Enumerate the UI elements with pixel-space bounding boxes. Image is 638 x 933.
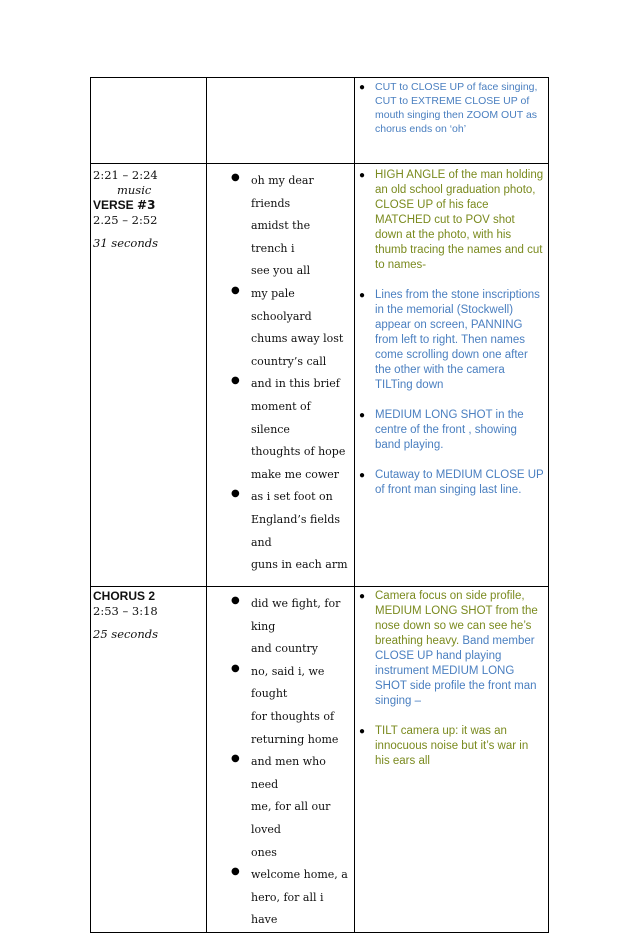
timing-cell [91,78,207,164]
lyric-item [207,593,354,661]
camera-direction-text: Camera focus on side profile, MEDIUM LONG SHOT from the nose down so we can see he’s breathing heavy. [375,590,538,647]
section-heading [93,198,206,213]
section-time: 2:53 – 3:18 [93,604,158,618]
section-time: 2.25 – 2:52 [93,213,158,227]
lyric-line: chums away lost [251,332,344,346]
lyric-line: me, for all our loved [251,800,331,836]
timing-cell [91,164,207,587]
camera-direction-text: Cutaway to MEDIUM CLOSE UP of front man singing last line. [375,469,544,496]
bullet-icon: ● [359,591,366,602]
lyric-line: England’s fields and [251,512,341,549]
lyric-line: make me cower [251,467,340,481]
bullet-icon: ● [359,290,366,301]
lyric-line: my pale schoolyard [251,286,312,323]
camera-direction-text: Lines from the stone inscriptions in the memorial (Stockwell) appear on screen, PANNING from left to right. Then names come scrolling down one after the other with the camera TILTing down [375,289,540,391]
music-time: 2:21 – 2:24 [93,168,158,182]
lyric-line: for thoughts of [251,709,335,723]
section-duration: 31 seconds [93,236,159,250]
bullet-icon: ● [231,595,240,606]
lyrics-cell [207,78,355,164]
bullet-icon: ● [231,488,240,500]
lyric-line: hero, for all i have [251,890,324,927]
bullet-icon: ● [359,470,366,481]
camera-cell [355,78,549,164]
bullet-icon: ● [231,172,240,183]
bullet-icon: ● [231,284,240,296]
lyric-line: country’s call [251,354,327,368]
bullet-icon: ● [231,866,240,878]
camera-direction-text: TILT camera up: it was an innocuous noise but it’s war in his ears all [375,725,529,767]
lyric-line: guns in each arm [251,558,348,572]
camera-direction-item [355,468,548,498]
shot-list-table [90,77,549,933]
lyric-item [207,864,354,932]
camera-direction-item [355,589,548,709]
lyric-line: as i set foot on [251,490,333,504]
camera-direction-item [355,408,548,453]
lyric-line: no, said i, we fought [251,664,325,701]
lyric-item [207,283,354,373]
lyric-line: returning home [251,732,339,746]
lyric-line: and men who need [251,755,326,791]
lyric-line: oh my dear friends [251,174,314,210]
lyric-item [207,751,354,864]
table-row [91,78,549,164]
music-label: music [117,183,152,197]
camera-cell [355,587,549,933]
bullet-icon: ● [231,662,240,674]
lyric-line: and country [251,642,319,656]
bullet-icon: ● [359,410,366,421]
lyric-item [207,170,354,283]
camera-direction-item [355,168,548,273]
lyrics-cell [207,164,355,587]
section-heading: CHORUS 2 [93,589,156,603]
lyric-line: amidst the trench i [251,219,311,255]
lyric-line: welcome home, a [251,868,348,882]
lyrics-cell [207,587,355,933]
lyric-item [207,486,354,576]
camera-direction-item [355,288,548,393]
section-heading-number: #3 [137,198,156,212]
section-duration: 25 seconds [93,627,159,641]
camera-direction-text: MEDIUM LONG SHOT in the centre of the front , showing band playing. [375,409,524,451]
bullet-icon: ● [359,726,366,737]
timing-cell [91,587,207,933]
lyric-line: moment of silence [251,399,311,436]
lyric-line: did we fight, for king [251,597,341,633]
bullet-icon: ● [359,82,366,93]
lyric-item [207,373,354,486]
camera-direction-item [355,724,548,769]
lyric-line: thoughts of hope [251,445,346,459]
bullet-icon: ● [359,170,366,181]
lyric-item [207,661,354,751]
camera-direction-text: HIGH ANGLE of the man holding an old school graduation photo, CLOSE UP of his face MATCHED cut to POV shot down at the photo, with his thumb tracing the names and cut to names- [375,169,544,271]
lyric-line: and in this brief [251,377,340,391]
table-row [91,164,549,587]
camera-direction-text: Band member CLOSE UP hand playing instrument MEDIUM LONG SHOT side profile the front man singing – [375,635,537,707]
lyric-line: see you all [251,264,311,278]
table-row [91,587,549,933]
bullet-icon: ● [231,375,240,387]
bullet-icon: ● [231,753,240,765]
camera-direction-text: CUT to CLOSE UP of face singing, CUT to EXTREME CLOSE UP of mouth singing then ZOOM OUT as chorus ends on ‘oh’ [375,81,538,135]
lyric-line: ones [251,845,277,859]
camera-direction-item [355,80,548,136]
camera-cell [355,164,549,587]
section-heading-word: VERSE [93,198,134,212]
